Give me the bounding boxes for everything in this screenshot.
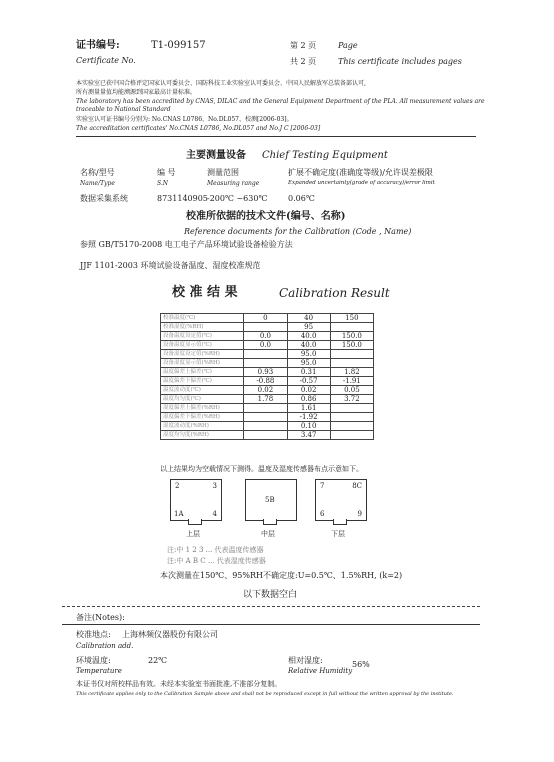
calibration-row [161,323,374,332]
sensor-box-lower [315,479,367,521]
calibration-row [161,404,374,413]
reference-doc1: 参照 GB/T5170-2008 电工电子产品环境试验设备检验方法 [80,240,293,249]
calibration-value: 3.72 [330,395,373,404]
calibration-table [160,313,374,440]
humidity-value: 56% [352,660,370,669]
calibration-row [161,431,374,440]
calibration-value: 150 [330,314,373,323]
legend-temperature: 注:中 1 2 3 ... 代表温度传感器 [167,546,264,554]
calibration-value [244,422,287,431]
calibration-value [244,404,287,413]
location-label-cn: 校准地点: [76,630,111,639]
calibration-row-label: 温度偏差上偏差(℃) [161,368,244,377]
intro-line4: traceable to National Standard [76,106,171,113]
calibration-row-label: 湿度偏差上偏差(%RH) [161,404,244,413]
sensor-box-upper [170,479,222,521]
reference-doc2: JJF 1101-2003 环境试验设备温度、湿度校准规范 [80,261,261,270]
eq-header-name-en: Name/Type [80,180,115,187]
temperature-value: 22℃ [148,656,168,665]
calibration-value: 0.93 [244,368,287,377]
calibration-row-label: 设备温度设定值(℃) [161,332,244,341]
cert-no-en: Certificate No. [76,56,136,65]
page-cn: 第 2 页 [290,41,317,50]
calibration-row [161,341,374,350]
uncertainty-statement: 本次测量在150℃、95%RH不确定度:U=0.5℃、1.5%RH, (k=2) [160,571,403,580]
calibration-row [161,413,374,422]
eq-header-range: 测量范围 [207,168,239,177]
eq-header-uncertainty-en: Expanded uncertainty(grade of accuracy)/error limit [288,180,435,186]
calibration-value [244,350,287,359]
calibration-value [244,431,287,440]
calibration-value: 95.0 [287,359,330,368]
results-note: 以上结果均为空载情况下测得。温度及湿度传感器布点示意如下。 [160,465,363,473]
results-title-cn: 校 准 结 果 [172,285,238,300]
eq-row-sn: 8731140905 [157,194,208,203]
eq-row-uncertainty: 0.06℃ [288,194,315,203]
location-value: 上海林频仪器股份有限公司 [122,630,218,639]
calibration-value [330,350,373,359]
eq-row-name: 数据采集系统 [80,194,128,203]
calibration-row-label: 校准湿度(%RH) [161,323,244,332]
eq-header-uncertainty: 扩展不确定度(准确度等级)/允许误差极限 [288,168,433,177]
calibration-row-label: 设备温度显示值(℃) [161,341,244,350]
results-title-en: Calibration Result [279,286,390,300]
cert-no-value: T1-099157 [151,40,206,51]
calibration-value: -1.92 [287,413,330,422]
intro-line3: The laboratory has been accredited by CNAS, DILAC and the General Equipment Department of the PLA. All measurement values are [76,98,485,105]
cert-no-label: 证书编号: [76,40,120,51]
sensor-box-middle [245,479,297,521]
calibration-value: 0.0 [244,332,287,341]
sensor-4: 4 [212,510,217,518]
door-marker-lower [333,519,347,525]
sensor-5b: 5B [265,496,275,504]
calibration-value: 40 [287,314,330,323]
calibration-value: 0.31 [287,368,330,377]
calibration-value: 0.86 [287,395,330,404]
sensor-6: 6 [320,510,325,518]
sensor-7: 7 [320,482,325,490]
calibration-row [161,359,374,368]
calibration-value: 1.61 [287,404,330,413]
calibration-value: 40.0 [287,332,330,341]
total-cn: 共 2 页 [290,57,317,66]
eq-header-range-en: Measuring range [207,180,260,187]
eq-row-range: -200℃ ~630℃ [207,194,268,203]
door-marker-middle [263,519,277,525]
calibration-value: -0.57 [287,377,330,386]
layer-lower-label: 下层 [331,530,345,538]
sensor-3: 3 [212,482,217,490]
calibration-row [161,314,374,323]
calibration-value [330,404,373,413]
calibration-row [161,395,374,404]
calibration-value [330,413,373,422]
calibration-value [330,323,373,332]
calibration-row-label: 温度波动度(℃) [161,386,244,395]
calibration-value: 3.47 [287,431,330,440]
intro-line6: The accreditation certificates' No.CNAS L0786, No.DL057 and No.J C [2006-03] [76,125,321,132]
notes-label: 备注(Notes): [76,613,125,622]
calibration-row-label: 设备湿度显示值(%RH) [161,359,244,368]
temperature-label-en: Temperature [76,667,122,675]
calibration-value: 0.02 [287,386,330,395]
sensor-2: 2 [175,482,180,490]
calibration-row [161,422,374,431]
calibration-value: 40.0 [287,341,330,350]
calibration-value: 0.05 [330,386,373,395]
temperature-label-cn: 环境温度: [76,656,111,665]
calibration-value [244,359,287,368]
eq-header-name: 名称/型号 [80,168,115,177]
calibration-row [161,332,374,341]
calibration-row-label: 湿度偏差下偏差(%RH) [161,413,244,422]
layer-middle-label: 中层 [261,530,275,538]
humidity-label-cn: 相对湿度: [288,656,323,665]
calibration-value: 150.0 [330,332,373,341]
sensor-1a: 1A [174,510,184,518]
intro-line1: 本实验室已获中国合格评定国家认可委员会、国防科技工业实验室认可委员会、中国人民解放军总装备部认可, [76,80,366,87]
intro-line2: 所有测量量值均能溯源到国家最高计量标准。 [76,89,197,96]
page-en: Page [338,41,358,50]
calibration-value [330,431,373,440]
calibration-value [330,359,373,368]
location-label-en: Calibration add. [76,642,134,650]
calibration-value: -0.88 [244,377,287,386]
calibration-value: 0 [244,314,287,323]
footer-en: This certificate applies only to the Calibration Sample above and shall not be reproduced except in full without the written approval by the institute. [76,691,454,697]
door-marker-upper [188,519,202,525]
calibration-value: 1.82 [330,368,373,377]
calibration-row-label: 湿度均匀度(%RH) [161,431,244,440]
calibration-value [330,422,373,431]
calibration-value: 0.0 [244,341,287,350]
calibration-value: -1.91 [330,377,373,386]
sensor-9: 9 [357,510,362,518]
calibration-value: 0.02 [244,386,287,395]
eq-header-sn: 编 号 [157,168,176,177]
calibration-row-label: 湿度波动度(%RH) [161,422,244,431]
footer-cn: 本证书仅对所校样品有效。未经本实验室书面批准,不准部分复制。 [76,680,282,688]
calibration-row-label: 设备湿度设定值(%RH) [161,350,244,359]
calibration-row-label: 温度均匀度(℃) [161,395,244,404]
calibration-value: 150.0 [330,341,373,350]
equipment-title-cn: 主要测量设备 [186,150,246,161]
calibration-value: 95 [287,323,330,332]
calibration-value: 95.0 [287,350,330,359]
calibration-row-label: 温度偏差下偏差(℃) [161,377,244,386]
eq-header-sn-en: S.N [157,180,169,187]
calibration-row [161,377,374,386]
reference-title-cn: 校准所依据的技术文件(编号、名称) [186,211,346,222]
legend-humidity: 注:中 A B C ... 代表湿度传感器 [167,557,266,565]
reference-title-en: Reference documents for the Calibration (Code , Name) [184,227,412,236]
total-en: This certificate includes pages [338,57,462,66]
calibration-row [161,386,374,395]
blank-note: 以下数据空白 [243,590,298,600]
calibration-row [161,350,374,359]
intro-line5: 实验室认可证书编号分别为: No.CNAS L0786、No.DL057、校测[2006-03]。 [76,116,293,123]
calibration-row [161,368,374,377]
calibration-value [244,323,287,332]
calibration-value: 0.10 [287,422,330,431]
calibration-row-label: 校准温度(℃) [161,314,244,323]
equipment-title-en: Chief Testing Equipment [262,150,388,161]
layer-upper-label: 上层 [186,530,200,538]
sensor-8c: 8C [352,482,362,490]
calibration-value: 1.78 [244,395,287,404]
humidity-label-en: Relative Humidity [288,667,353,675]
calibration-value [244,413,287,422]
